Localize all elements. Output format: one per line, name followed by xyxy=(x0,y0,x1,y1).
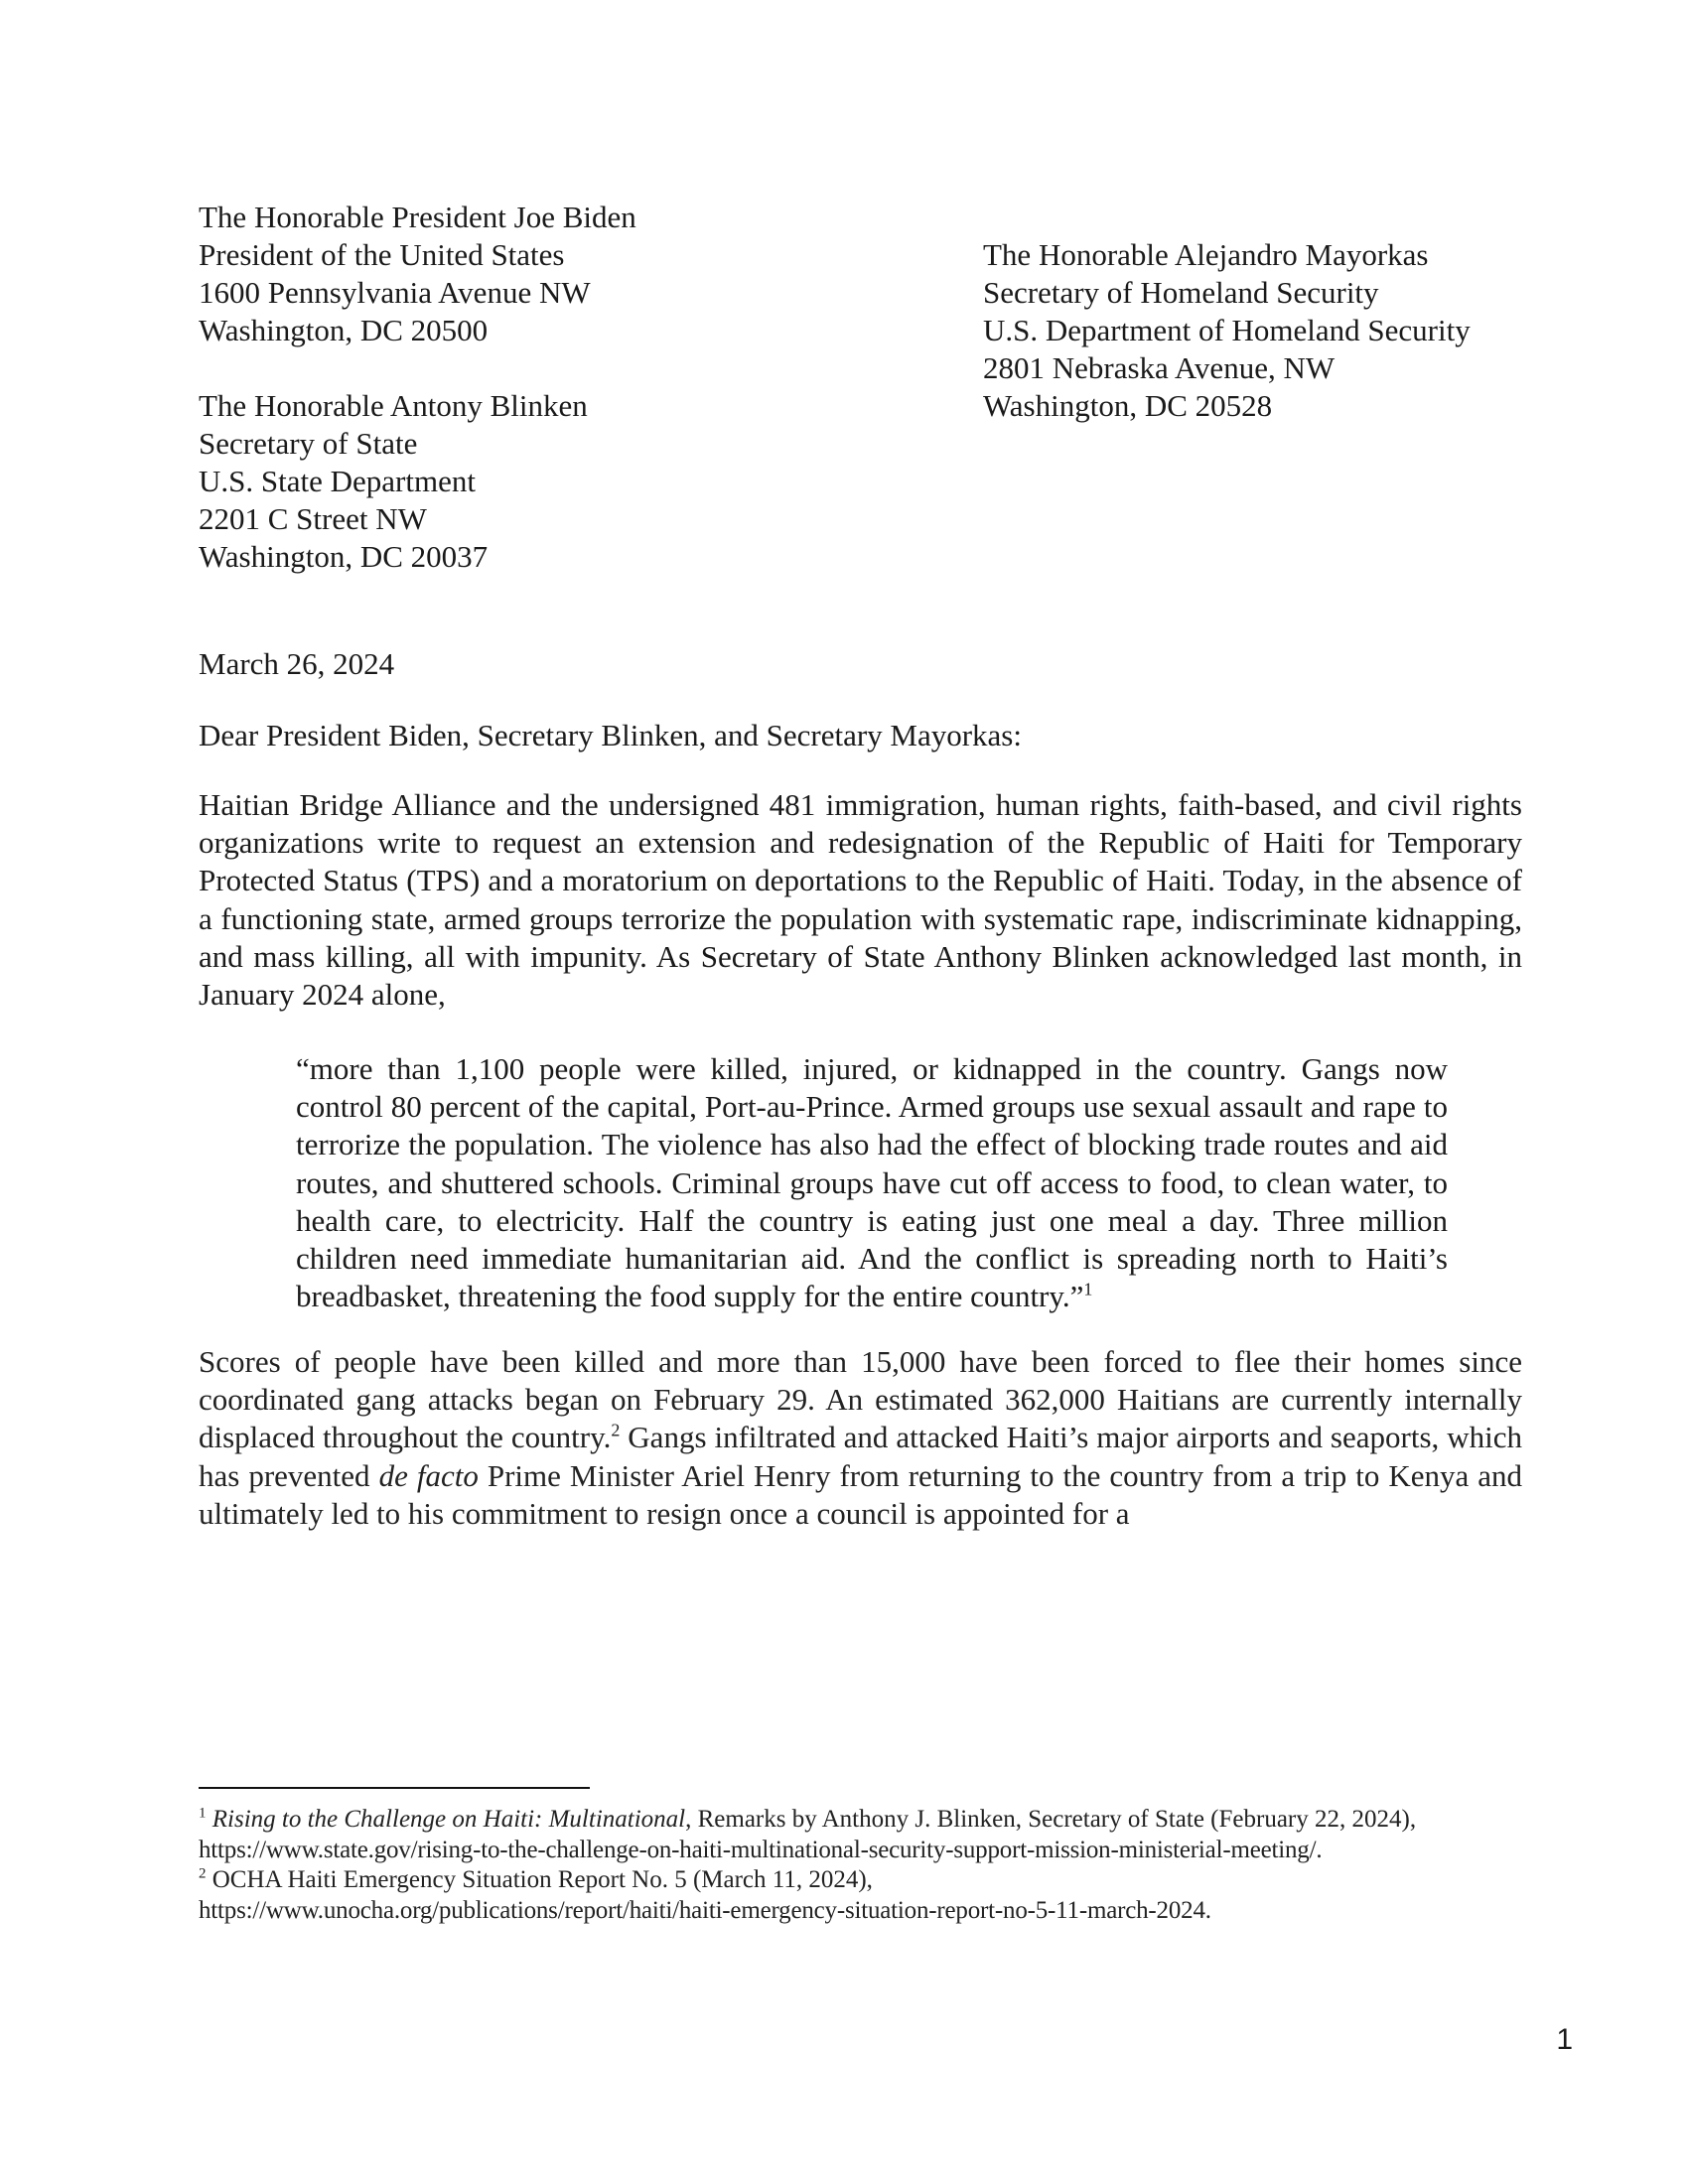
footnote-ref-1: 1 xyxy=(1083,1279,1093,1299)
body-paragraph-1: Haitian Bridge Alliance and the undersigned 481 immigration, human rights, faith-based, and civil rights organizations write to request an extension and redesignation of the Republic of Haiti for Temporary Protected Status (TPS) and a moratorium on deportations to the Republic of Haiti. Today, in the absence of a functioning state, armed groups terrorize the population with systematic rape, indiscriminate kidnapping, and mass killing, all with impunity. As Secretary of State Anthony Blinken acknowledged last month, in January 2024 alone, xyxy=(199,787,1522,1013)
footnote-1 xyxy=(199,1805,1529,1865)
footnotes xyxy=(199,1805,1529,1926)
footnote-2 xyxy=(199,1865,1529,1926)
italic-term: de facto xyxy=(378,1457,479,1493)
block-quote xyxy=(296,1050,1448,1315)
footnote-divider xyxy=(199,1787,590,1789)
address-line: U.S. Department of Homeland Security xyxy=(983,313,1471,347)
paragraph-text: Scores of people have been killed and more than 15,000 have been forced to flee their homes since coordinated gang attacks began on February 29. An estimated 362,000 Haitians are currently internally displaced throughout the country. xyxy=(199,1344,1522,1455)
page-number: 1 xyxy=(1556,2023,1573,2056)
recipient-address-mayorkas xyxy=(983,236,1471,425)
footnote-text: , Remarks by Anthony J. Blinken, Secretary of State (February 22, 2024), xyxy=(685,1806,1417,1833)
footnote-url-link[interactable]: https://www.unocha.org/publications/report/haiti/haiti-emergency-situation-report-no-5-11-march-2024. xyxy=(199,1896,1211,1924)
address-line: Washington, DC 20037 xyxy=(199,539,489,574)
address-line: Secretary of Homeland Security xyxy=(983,275,1379,310)
address-line: Washington, DC 20500 xyxy=(199,313,489,347)
address-line: President of the United States xyxy=(199,237,565,272)
footnote-number: 1 xyxy=(199,1805,207,1822)
footnote-title: Rising to the Challenge on Haiti: Multinational xyxy=(211,1806,686,1833)
footnote-ref-2: 2 xyxy=(611,1421,621,1441)
quote-text: “more than 1,100 people were killed, injured, or kidnapped in the country. Gangs now control 80 percent of the capital, Port-au-Prince. Armed groups use sexual assault and rape to terrorize the population. The violence has also had the effect of blocking trade routes and aid routes, and shuttered schools. Criminal groups have cut off access to food, to clean water, to health care, to electricity. Half the country is eating just one meal a day. Three million children need immediate humanitarian aid. And the conflict is spreading north to Haiti’s breadbasket, threatening the food supply for the entire country.” xyxy=(296,1051,1448,1314)
address-line: 1600 Pennsylvania Avenue NW xyxy=(199,275,591,310)
salutation: Dear President Biden, Secretary Blinken, and Secretary Mayorkas: xyxy=(199,718,1022,752)
footnote-number: 2 xyxy=(199,1865,207,1882)
address-line: The Honorable Alejandro Mayorkas xyxy=(983,237,1429,272)
body-paragraph-2 xyxy=(199,1343,1522,1533)
recipient-address-biden xyxy=(199,199,636,349)
address-line: 2201 C Street NW xyxy=(199,501,427,536)
address-line: The Honorable Antony Blinken xyxy=(199,388,588,423)
paragraph-text: Prime Minister Ariel Henry from returning to the country from a trip to Kenya and ultimately led to his commitment to resign once a council is appointed for a xyxy=(199,1457,1523,1531)
address-line: U.S. State Department xyxy=(199,464,476,498)
address-line: Washington, DC 20528 xyxy=(983,388,1273,423)
footnote-text: OCHA Haiti Emergency Situation Report No. 5 (March 11, 2024), xyxy=(206,1866,873,1893)
paragraph-text: Gangs infiltrated and attacked Haiti’s major airports and seaports, which has prevented xyxy=(199,1420,1522,1493)
address-line: 2801 Nebraska Avenue, NW xyxy=(983,350,1336,385)
letter-date: March 26, 2024 xyxy=(199,646,395,681)
footnote-url-link[interactable]: https://www.state.gov/rising-to-the-challenge-on-haiti-multinational-security-support-mission-ministerial-meeting/. xyxy=(199,1836,1323,1863)
address-line: Secretary of State xyxy=(199,426,418,461)
recipient-address-blinken xyxy=(199,387,588,576)
address-line: The Honorable President Joe Biden xyxy=(199,200,636,234)
